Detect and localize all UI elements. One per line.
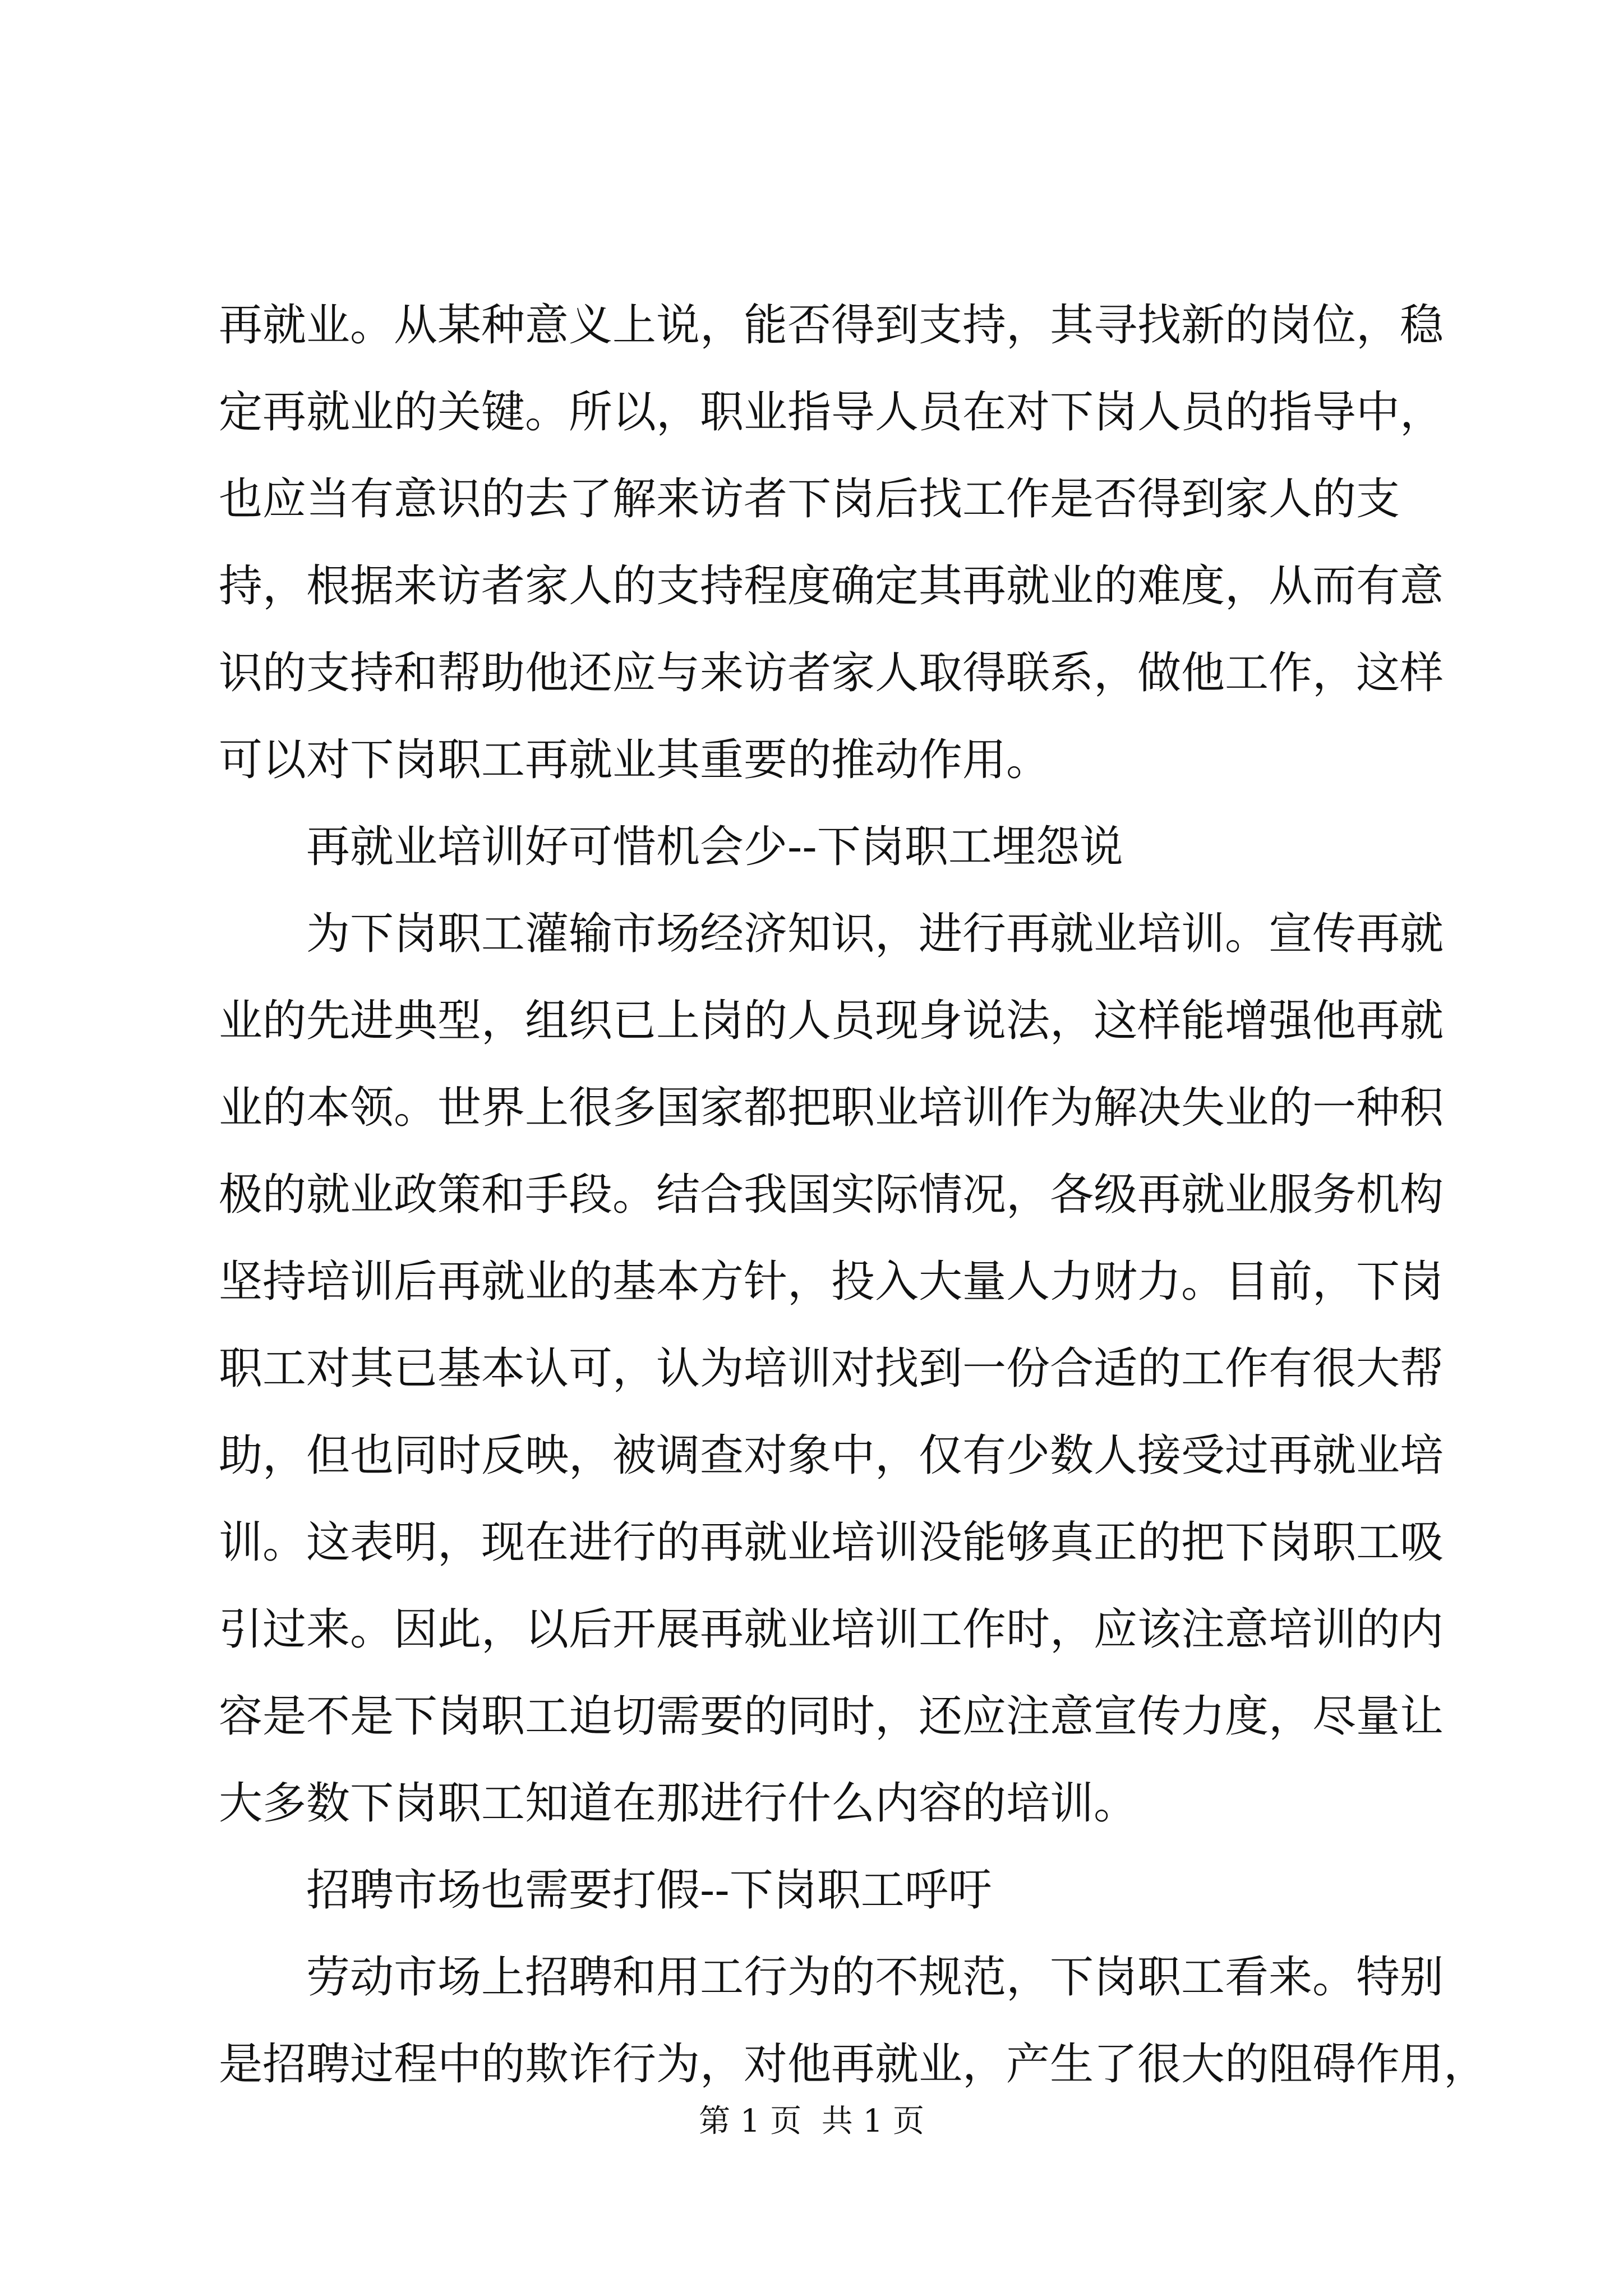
text-line: 容是不是下岗职工迫切需要的同时，还应注意宣传力度，尽量让	[219, 1691, 1444, 1742]
text-line: 训。这表明，现在进行的再就业培训没能够真正的把下岗职工吸	[219, 1517, 1444, 1568]
text-line: 可以对下岗职工再就业其重要的推动作用。	[219, 735, 1050, 785]
text-line: 也应当有意识的去了解来访者下岗后找工作是否得到家人的支	[219, 474, 1400, 524]
text-line: 引过来。因此，以后开展再就业培训工作时，应该注意培训的内	[219, 1604, 1444, 1655]
text-line: 业的本领。世界上很多国家都把职业培训作为解决失业的一种积	[219, 1083, 1444, 1133]
text-line: 职工对其已基本认可，认为培训对找到一份合适的工作有很大帮	[219, 1343, 1444, 1394]
text-line: 是招聘过程中的欺诈行为，对他再就业，产生了很大的阻碍作用，	[219, 2039, 1488, 2090]
text-line: 极的就业政策和手段。结合我国实际情况，各级再就业服务机构	[219, 1170, 1444, 1220]
section-heading: 再就业培训好可惜机会少--下岗职工埋怨说	[219, 822, 1123, 872]
text-line: 再就业。从某种意义上说，能否得到支持，其寻找新的岗位，稳	[219, 300, 1444, 351]
text-line: 定再就业的关键。所以，职业指导人员在对下岗人员的指导中，	[219, 387, 1444, 438]
page-footer: 第 1 页 共 1 页	[698, 2103, 925, 2139]
text-line: 识的支持和帮助他还应与来访者家人取得联系，做他工作，这样	[219, 648, 1444, 698]
text-line: 持，根据来访者家人的支持程度确定其再就业的难度，从而有意	[219, 561, 1444, 611]
text-line: 坚持培训后再就业的基本方针，投入大量人力财力。目前，下岗	[219, 1257, 1444, 1307]
text-line: 助，但也同时反映，被调查对象中，仅有少数人接受过再就业培	[219, 1430, 1444, 1481]
text-line: 为下岗职工灌输市场经济知识，进行再就业培训。宣传再就	[219, 909, 1444, 959]
section-heading: 招聘市场也需要打假--下岗职工呼吁	[219, 1865, 992, 1916]
text-line: 大多数下岗职工知道在那进行什么内容的培训。	[219, 1778, 1138, 1829]
text-line: 业的先进典型，组织已上岗的人员现身说法，这样能增强他再就	[219, 996, 1444, 1046]
text-line: 劳动市场上招聘和用工行为的不规范，下岗职工看来。特别	[219, 1952, 1444, 2003]
